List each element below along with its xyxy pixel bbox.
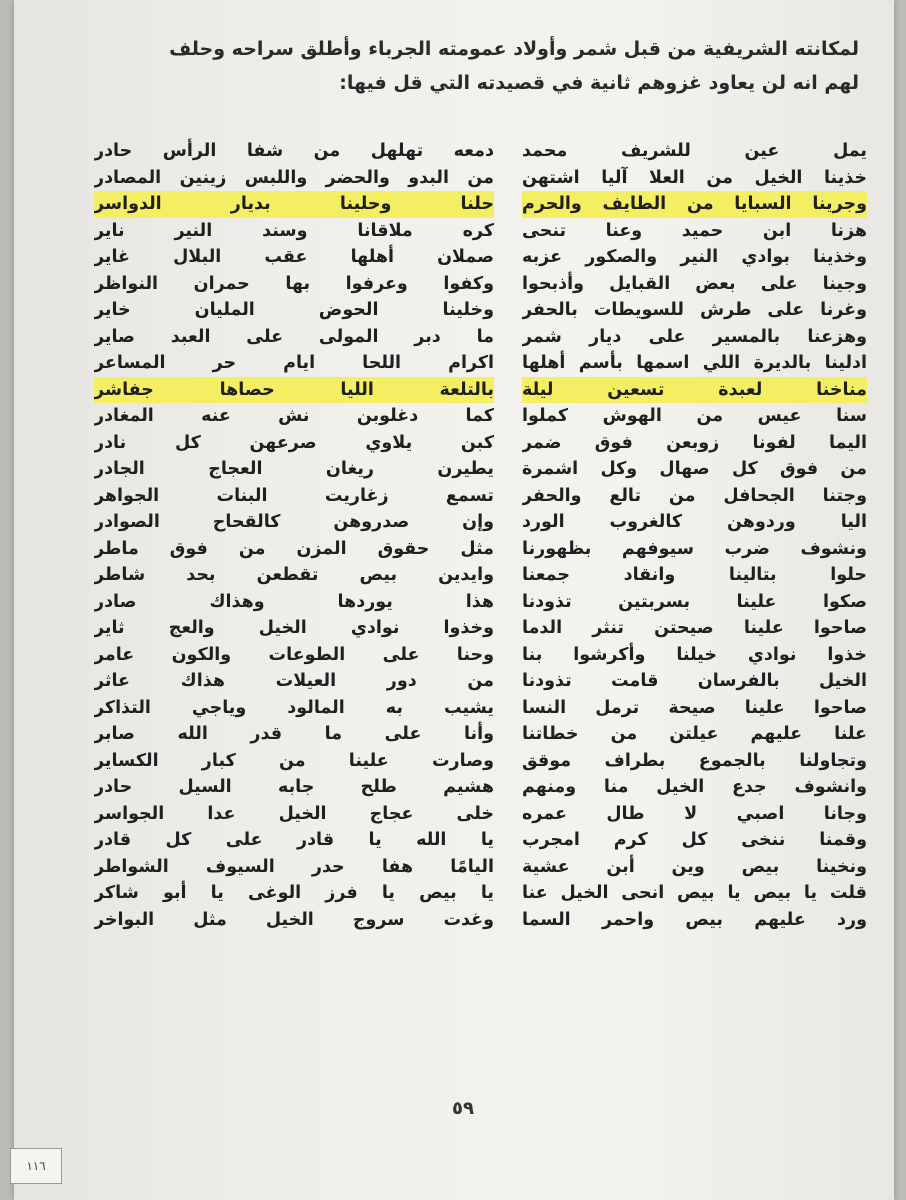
viewer-page-indicator: ١١٦ xyxy=(10,1148,62,1184)
verse-line: ما دبر المولى على العبد صاير xyxy=(94,326,494,347)
verse-line: وخذوا نوادي الخيل والعج ثاير xyxy=(94,618,494,638)
verse-line: خذوا نوادي خيلنا وأكرشوا بنا xyxy=(522,644,867,665)
verse-line: من البدو والحضر واللبس زينين المصادر xyxy=(94,167,494,188)
verse-line: ونخينا بيص وين أبن عشية xyxy=(522,856,867,877)
verse-line: مثل حقوق المزن من فوق ماطر xyxy=(94,538,494,559)
verse-line: وأنا على ما قدر الله صابر xyxy=(94,724,494,744)
verse-line: وقمنا ننخى كل كرم امجرب xyxy=(522,830,867,850)
intro-line: لهم انه لن يعاود غزوهم ثانية في قصيدته التي قل فيها: xyxy=(339,72,859,94)
verse-line: كما دغلوبن نش عنه المغادر xyxy=(94,406,494,426)
intro-paragraph xyxy=(84,32,859,100)
verse-line: من دور العيلات هذاك عاثر xyxy=(94,671,494,691)
verse-line: يا بيص يا فرز الوغى يا أبو شاكر xyxy=(94,883,494,903)
document-page xyxy=(14,0,894,1200)
highlighted-verse-line: وجرينا السبايا من الطايف والحرم xyxy=(522,191,867,218)
verse-line: وجتنا الجحافل من تالع والحفر xyxy=(522,485,867,506)
verse-line: وخلينا الحوض المليان خاير xyxy=(94,300,494,320)
verse-line: اكرام اللحا ايام حر المساعر xyxy=(94,353,494,373)
verse-line: ونشوف ضرب سيوفهم بظهورنا xyxy=(522,538,867,559)
verse-line: سنا عيس من الهوش كملوا xyxy=(522,406,867,426)
verse-line: دمعه تهلهل من شفا الرأس حادر xyxy=(94,141,494,161)
verse-line: صاحوا علينا صيحتن تنثر الدما xyxy=(522,618,867,638)
poem-column-right xyxy=(522,138,867,933)
verse-line: اليما لفونا زوبعن فوق ضمر xyxy=(522,432,867,453)
verse-line: ورد عليهم بيص واحمر السما xyxy=(522,909,867,930)
verse-line: وانشوف جدع الخيل منا ومنهم xyxy=(522,777,867,797)
verse-line: صكوا علينا بسربتين تذودنا xyxy=(522,591,867,612)
verse-line: هزنا ابن حميد وعنا تنحى xyxy=(522,220,867,241)
verse-line: خذينا الخيل من العلا آليا اشتهن xyxy=(522,167,867,188)
verse-line: حلوا بتالينا وانقاد جمعنا xyxy=(522,565,867,585)
verse-line: وغدت سروج الخيل مثل البواخر xyxy=(94,909,494,930)
verse-line: يطيرن ريغان العجاج الجادر xyxy=(94,459,494,479)
verse-line: هذا يوردها وهذاك صادر xyxy=(94,591,494,612)
page-number: ٥٩ xyxy=(452,1098,474,1119)
intro-line: لمكانته الشريفية من قبل شمر وأولاد عمومته الجرباء وأطلق سراحه وحلف xyxy=(169,38,859,60)
verse-line: علنا عليهم عيلتن من خطاتنا xyxy=(522,724,867,744)
verse-line: وإن صدروهن كالقحاح الصوادر xyxy=(94,512,494,532)
verse-line: يا الله يا قادر على كل قادر xyxy=(94,830,494,850)
verse-line: صملان أهلها عقب البلال غاير xyxy=(94,247,494,267)
verse-line: اليامًا هفا حدر السيوف الشواطر xyxy=(94,856,494,877)
verse-line: وخذينا بوادي النير والصكور عزبه xyxy=(522,247,867,267)
verse-line: وهزعنا بالمسير على ديار شمر xyxy=(522,326,867,347)
highlighted-verse-line: حلنا وحلينا بديار الدواسر xyxy=(94,191,494,218)
verse-line: وكفوا وعرفوا بها حمران النواظر xyxy=(94,273,494,294)
verse-line: وايدين بيص تقطعن بحد شاطر xyxy=(94,565,494,585)
verse-line: وغرنا على طرش للسويطات بالحفر xyxy=(522,300,867,320)
verse-line: كره ملاقانا وسند النير ناير xyxy=(94,220,494,241)
verse-line: يشيب به المالود وياجي التذاكر xyxy=(94,697,494,718)
highlighted-verse-line: مناخنا لعبدة تسعين ليلة xyxy=(522,377,867,404)
verse-line: قلت يا بيص يا بيص انحى الخيل عنا xyxy=(522,883,867,903)
verse-line: وصارت علينا من كبار الكساير xyxy=(94,750,494,771)
verse-line: ادلينا بالديرة اللي اسمها بأسم أهلها xyxy=(522,353,867,373)
highlighted-verse-line: بالتلعة الليا حصاها جفاشر xyxy=(94,377,494,404)
verse-line: وحنا على الطوعات والكون عامر xyxy=(94,644,494,665)
verse-line: من فوق كل صهال وكل اشمرة xyxy=(522,459,867,479)
verse-line: تسمع زغاريت البنات الجواهر xyxy=(94,485,494,506)
verse-line: وجانا اصبي لا طال عمره xyxy=(522,803,867,824)
verse-line: اليا وردوهن كالغروب الورد xyxy=(522,512,867,532)
verse-line: وتجاولنا بالجموع بطراف موقق xyxy=(522,750,867,771)
verse-line: الخيل بالفرسان قامت تذودنا xyxy=(522,671,867,691)
verse-line: صاحوا علينا صيحة ترمل النسا xyxy=(522,697,867,718)
verse-line: هشيم طلح جابه السيل حادر xyxy=(94,777,494,797)
poem-column-left xyxy=(94,138,494,933)
verse-line: وجينا على بعض القبايل وأذبحوا xyxy=(522,273,867,294)
verse-line: كبن يلاوي صرعهن كل نادر xyxy=(94,432,494,453)
verse-line: خلى عجاج الخيل عدا الجواسر xyxy=(94,803,494,824)
verse-line: يمل عين للشريف محمد xyxy=(522,141,867,161)
